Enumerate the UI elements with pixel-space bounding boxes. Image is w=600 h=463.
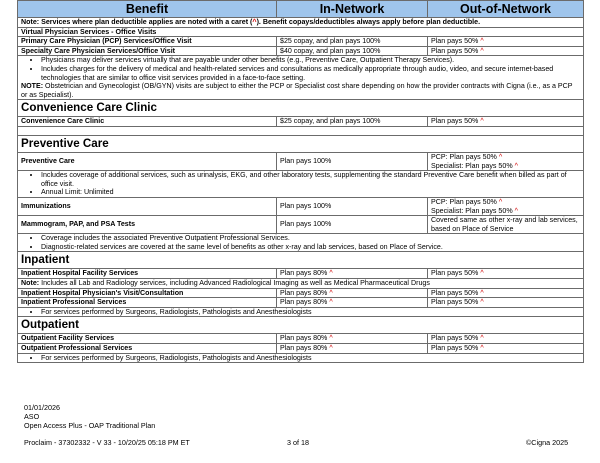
benefit-name: Inpatient Professional Services <box>18 298 277 308</box>
section-heading-row <box>18 252 584 269</box>
caret-symbol: ^ <box>480 117 484 126</box>
section-heading-row <box>18 100 584 117</box>
benefit-name: Specialty Care Physician Services/Office Visit <box>18 46 277 56</box>
in-network-value: Plan pays 80% <box>280 288 328 297</box>
in-network-value: Plan pays 80% <box>280 298 328 307</box>
caret-note-row <box>18 18 584 28</box>
bullet-list <box>21 308 580 317</box>
caret-symbol: ^ <box>329 269 333 278</box>
benefit-name: Primary Care Physician (PCP) Services/Office Visit <box>18 37 277 47</box>
out-of-network-value: Plan pays 50% <box>431 117 479 126</box>
benefit-name: Convenience Care Clinic <box>18 117 277 127</box>
caret-symbol: ^ <box>514 161 518 170</box>
benefit-name: Mammogram, PAP, and PSA Tests <box>18 216 277 234</box>
caret-symbol: ^ <box>329 344 333 353</box>
table-row <box>18 288 584 298</box>
benefit-name: Inpatient Hospital Physician's Visit/Consultation <box>18 288 277 298</box>
out-of-network-value: Plan pays 50% <box>431 46 479 55</box>
out-of-network-value: Specialist: Plan pays 50% <box>431 161 513 170</box>
footer-type: ASO <box>24 412 40 421</box>
note-label: Note: <box>21 279 40 288</box>
outpatient-bullet-row <box>18 353 584 363</box>
header-benefit: Benefit <box>18 1 277 18</box>
table-row <box>18 197 584 215</box>
caret-symbol: ^ <box>480 298 484 307</box>
footer-date: 01/01/2026 <box>24 403 60 412</box>
in-network-value: $25 copay, and plan pays 100% <box>277 117 428 127</box>
in-network-value: Plan pays 100% <box>277 216 428 234</box>
table-row <box>18 216 584 234</box>
caret-symbol: ^ <box>514 206 518 215</box>
spacer-row <box>18 126 584 135</box>
note-text: Includes all Lab and Radiology services, including Advanced Radiological Imaging as well as Medical Pharmaceutical Drugs <box>39 279 430 288</box>
caret-symbol: ^ <box>329 334 333 343</box>
in-network-value: Plan pays 80% <box>280 334 328 343</box>
section-heading-row <box>18 135 584 152</box>
benefits-table <box>17 0 584 363</box>
header-in-network: In-Network <box>277 1 428 18</box>
in-network-value: Plan pays 100% <box>277 152 428 170</box>
virtual-notes-row <box>18 56 584 100</box>
table-header <box>18 1 584 18</box>
list-item: • Coverage includes the associated Preventive Outpatient Professional Services. <box>41 234 580 243</box>
footer-plan-info <box>24 403 155 430</box>
caret-symbol: ^ <box>480 344 484 353</box>
out-of-network-value: Plan pays 50% <box>431 269 479 278</box>
inpatient-title: Inpatient <box>18 252 584 269</box>
table-row <box>18 46 584 56</box>
table-row <box>18 37 584 47</box>
out-of-network-value: Plan pays 50% <box>431 344 479 353</box>
out-of-network-value: Specialist: Plan pays 50% <box>431 206 513 215</box>
footer-proclaim: Proclaim - 37302332 - V 33 - 10/20/25 05:18 PM ET <box>24 438 190 447</box>
benefit-name: Immunizations <box>18 197 277 215</box>
preventive-coverage-notes-row <box>18 234 584 252</box>
caret-note-pre: Note: Services where plan deductible applies are noted with a caret ( <box>21 18 253 26</box>
list-item: • For services performed by Surgeons, Radiologists, Pathologists and Anesthesiologists <box>41 308 580 317</box>
caret-symbol: ^ <box>329 288 333 297</box>
table-row <box>18 152 584 170</box>
bullet-list <box>21 171 580 197</box>
in-network-value: $25 copay, and plan pays 100% <box>277 37 428 47</box>
header-out-of-network: Out-of-Network <box>428 1 584 18</box>
out-of-network-value: Plan pays 50% <box>431 334 479 343</box>
list-item: • Includes coverage of additional services, such as urinalysis, EKG, and other laboratory tests, supplementing the standard Preventive Care benefit when billed as part of office visit. <box>41 171 580 188</box>
out-of-network-value: Plan pays 50% <box>431 298 479 307</box>
in-network-value: Plan pays 80% <box>280 344 328 353</box>
list-item: • Includes charges for the delivery of medical and health-related services and consultations as medically appropriate through audio, video, and secure internet-based technologies that are similar to office visit services provided in a face-to-face setting. <box>41 65 580 82</box>
out-of-network-value: Covered same as other x-ray and lab services, based on Place of Service <box>428 216 584 234</box>
preventive-notes-row <box>18 171 584 198</box>
list-item: • Physicians may deliver services virtually that are payable under other benefits (e.g., Preventive Care, Outpatient Therapy Services). <box>41 56 580 65</box>
footer-copyright: ©Cigna 2025 <box>526 438 569 447</box>
benefit-name: Outpatient Professional Services <box>18 344 277 354</box>
caret-note-post: ). Benefit copays/deductibles always apply before plan deductible. <box>256 18 481 26</box>
note-label: NOTE: <box>21 82 44 91</box>
bullet-list <box>21 234 580 251</box>
caret-symbol: ^ <box>480 46 484 55</box>
table-row <box>18 298 584 308</box>
inpatient-note-row <box>18 279 584 289</box>
caret-symbol: ^ <box>329 298 333 307</box>
out-of-network-value: PCP: Plan pays 50% <box>431 152 497 161</box>
caret-symbol: ^ <box>480 334 484 343</box>
caret-symbol: ^ <box>480 37 484 46</box>
preventive-title: Preventive Care <box>18 135 584 152</box>
convenience-title: Convenience Care Clinic <box>18 100 584 117</box>
in-network-value: Plan pays 100% <box>277 197 428 215</box>
table-row <box>18 269 584 279</box>
bullet-list <box>21 354 580 363</box>
section-heading-row <box>18 317 584 334</box>
bullet-list <box>21 56 580 82</box>
caret-symbol: ^ <box>498 197 503 206</box>
note-text: Obstetrician and Gynecologist (OB/GYN) visits are subject to either the PCP or Specialist cost share depending on how the provider contracts with Cigna (i.e., as a PCP or as Specialist). <box>21 82 573 99</box>
virtual-title-row <box>18 27 584 37</box>
in-network-value: Plan pays 80% <box>280 269 328 278</box>
footer-page-number: 3 of 18 <box>287 438 309 447</box>
list-item: • Annual Limit: Unlimited <box>41 188 580 197</box>
caret-symbol: ^ <box>252 18 257 26</box>
virtual-title: Virtual Physician Services - Office Visits <box>18 27 584 37</box>
benefit-name: Outpatient Facility Services <box>18 334 277 344</box>
footer-plan: Open Access Plus - OAP Traditional Plan <box>24 421 156 430</box>
in-network-value: $40 copay, and plan pays 100% <box>277 46 428 56</box>
benefit-name: Inpatient Hospital Facility Services <box>18 269 277 279</box>
table-row <box>18 334 584 344</box>
benefit-name: Preventive Care <box>18 152 277 170</box>
out-of-network-value: Plan pays 50% <box>431 37 479 46</box>
outpatient-title: Outpatient <box>18 317 584 334</box>
out-of-network-value: Plan pays 50% <box>431 288 479 297</box>
out-of-network-value: PCP: Plan pays 50% <box>431 197 497 206</box>
caret-symbol: ^ <box>480 288 484 297</box>
inpatient-bullet-row <box>18 307 584 317</box>
list-item: • For services performed by Surgeons, Radiologists, Pathologists and Anesthesiologists <box>41 354 580 363</box>
table-row <box>18 117 584 127</box>
caret-symbol: ^ <box>480 269 484 278</box>
list-item: • Diagnostic-related services are covered at the same level of benefits as other x-ray and lab services, based on Place of Service. <box>41 243 580 252</box>
caret-symbol: ^ <box>498 152 503 161</box>
table-row <box>18 344 584 354</box>
